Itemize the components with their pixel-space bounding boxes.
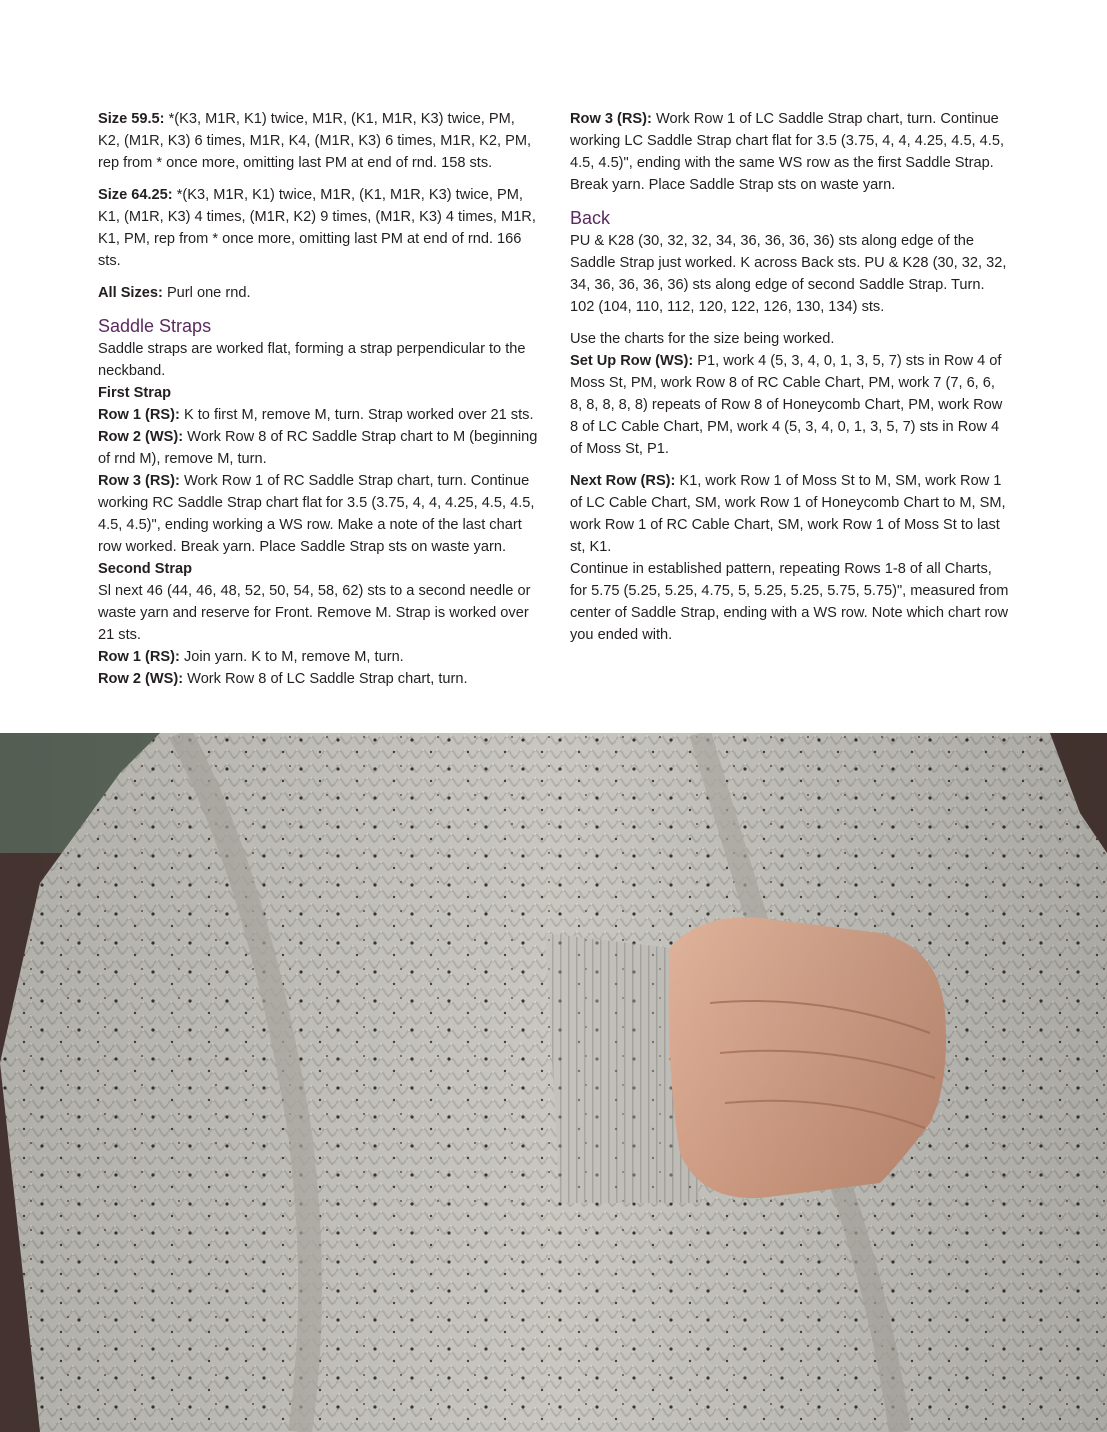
- continue-pattern-paragraph: Continue in established pattern, repeating Rows 1-8 of all Charts, for 5.75 (5.25, 5.25, 4.75, 5, 5.25, 5.25, 5.75, 5.75)", measured from center of Saddle Strap, ending with a WS row. Note which chart row you ended with.: [570, 561, 1009, 643]
- left-text-column: [98, 108, 538, 690]
- second-strap-row-1: [98, 646, 538, 668]
- first-strap-row-3-label: Row 3 (RS):: [98, 473, 180, 489]
- back-heading: Back: [570, 208, 611, 228]
- first-strap-row-2-label: Row 2 (WS):: [98, 429, 184, 445]
- first-strap-row-1-label: Row 1 (RS):: [98, 407, 180, 423]
- size-59-5-label: Size 59.5:: [98, 111, 165, 127]
- second-strap-row-2: [98, 668, 538, 690]
- next-row-label: Next Row (RS):: [570, 473, 676, 489]
- next-row-text: K1, work Row 1 of Moss St to M, SM, work Row 1 of LC Cable Chart, SM, work Row 1 of Honeycomb Chart to M, SM, work Row 1 of RC Cable Chart, SM, work Row 1 of Moss St to last st, K1.: [570, 473, 1006, 555]
- right-text-column: [570, 108, 1010, 646]
- sweater-photo: [0, 733, 1107, 1432]
- first-strap-row-3-text: Work Row 1 of RC Saddle Strap chart, turn. Continue working RC Saddle Strap chart flat for 3.5 (3.75, 4, 4, 4.25, 4.5, 4.5, 4.5, 4.5)", ending working a WS row. Make a note of the last chart row worked. Break yarn. Place Saddle Strap sts on waste yarn.: [98, 473, 535, 555]
- size-64-25-text: *(K3, M1R, K1) twice, M1R, (K1, M1R, K3) twice, PM, K1, (M1R, K3) 4 times, (M1R, K2) 9 times, (M1R, K3) 4 times, M1R, K1, PM, rep from * once more, omitting last PM at end of rnd. 166 sts.: [98, 187, 536, 269]
- back-stitch-count: 102 (104, 110, 112, 120, 122, 126, 130, 134) sts.: [570, 299, 885, 315]
- size-59-5-paragraph: [98, 108, 538, 174]
- all-sizes-text: Purl one rnd.: [162, 285, 251, 301]
- first-strap-row-1: [98, 404, 538, 426]
- back-pick-up-paragraph: PU & K28 (30, 32, 32, 34, 36, 36, 36, 36) sts along edge of the Saddle Strap just worked. K across Back sts. PU & K28 (30, 32, 32, 34, 36, 36, 36, 36) sts along edge of second Saddle Strap. Turn.: [570, 233, 1007, 293]
- first-strap-row-1-text: K to first M, remove M, turn. Strap worked over 21 sts.: [179, 407, 534, 423]
- set-up-row-paragraph: [570, 350, 1010, 460]
- second-strap-intro: Sl next 46 (44, 46, 48, 52, 50, 54, 58, 62) sts to a second needle or waste yarn and reserve for Front. Remove M. Strap is worked over 21 sts.: [98, 583, 531, 643]
- second-strap-row-1-text: Join yarn. K to M, remove M, turn.: [179, 649, 404, 665]
- second-strap-row-3: [570, 108, 1010, 196]
- use-charts-note: Use the charts for the size being worked.: [570, 331, 835, 347]
- set-up-row-text: P1, work 4 (5, 3, 4, 0, 1, 3, 5, 7) sts in Row 4 of Moss St, PM, work Row 8 of RC Cable Chart, PM, work 7 (7, 6, 6, 8, 8, 8, 8, 8) repeats of Row 8 of Honeycomb Chart, PM, work Row 8 of LC Cable Chart, PM, work 4 (5, 3, 4, 0, 1, 3, 5, 7) sts in Row 4 of Moss St, P1.: [570, 353, 1003, 457]
- second-strap-row-2-label: Row 2 (WS):: [98, 671, 184, 687]
- first-strap-row-3: [98, 470, 538, 558]
- set-up-row-label: Set Up Row (WS):: [570, 353, 694, 369]
- shading-overlay-shape: [0, 733, 1107, 1432]
- size-64-25-label: Size 64.25:: [98, 187, 173, 203]
- second-strap-row-3-label: Row 3 (RS):: [570, 111, 652, 127]
- second-strap-row-1-label: Row 1 (RS):: [98, 649, 180, 665]
- second-strap-row-3-text: Work Row 1 of LC Saddle Strap chart, turn. Continue working LC Saddle Strap chart flat for 3.5 (3.75, 4, 4, 4.25, 4.5, 4.5, 4.5, 4.5)", ending with the same WS row as the first Saddle Strap. Break yarn. Place Saddle Strap sts on waste yarn.: [570, 111, 1005, 193]
- size-64-25-paragraph: [98, 184, 538, 272]
- saddle-straps-intro: Saddle straps are worked flat, forming a strap perpendicular to the neckband.: [98, 341, 526, 379]
- first-strap-heading: First Strap: [98, 385, 171, 401]
- all-sizes-paragraph: [98, 282, 538, 304]
- second-strap-heading: Second Strap: [98, 561, 193, 577]
- saddle-straps-heading: Saddle Straps: [98, 316, 212, 336]
- next-row-paragraph: [570, 470, 1010, 558]
- first-strap-row-2: [98, 426, 538, 470]
- all-sizes-label: All Sizes:: [98, 285, 163, 301]
- first-strap-row-2-text: Work Row 8 of RC Saddle Strap chart to M (beginning of rnd M), remove M, turn.: [98, 429, 538, 467]
- second-strap-row-2-text: Work Row 8 of LC Saddle Strap chart, turn.: [183, 671, 468, 687]
- size-59-5-text: *(K3, M1R, K1) twice, M1R, (K1, M1R, K3) twice, PM, K2, (M1R, K3) 6 times, M1R, K4, (M1R, K3) 6 times, M1R, K2, PM, rep from * once more, omitting last PM at end of rnd. 158 sts.: [98, 111, 532, 171]
